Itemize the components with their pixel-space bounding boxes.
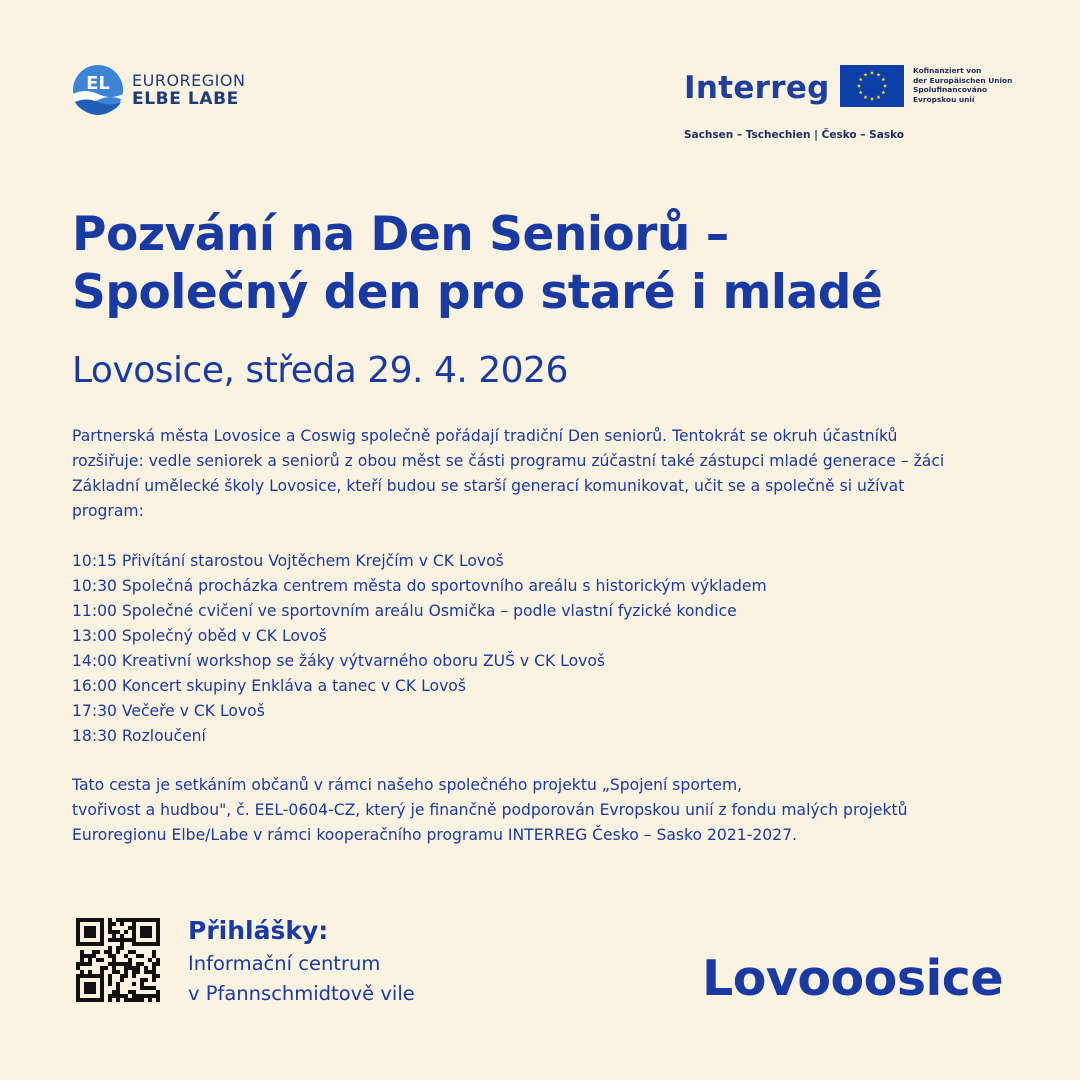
euroregion-logo [72,64,272,118]
qr-cell [140,978,144,982]
qr-cell [148,930,152,934]
qr-cell [136,994,140,998]
qr-cell [128,950,132,954]
qr-cell [112,958,116,962]
qr-cell [100,966,104,970]
qr-cell [136,942,140,946]
qr-cell [156,974,160,978]
qr-cell [152,986,156,990]
qr-cell [84,926,88,930]
qr-cell [76,990,80,994]
qr-cell [112,930,116,934]
qr-cell [76,942,80,946]
program-item: 10:30 Společná procházka centrem města do sportovního areálu s historickým výkladem [72,577,767,595]
eu-text-line: Kofinanziert von [913,66,982,75]
qr-cell [156,998,160,1002]
qr-cell [132,930,136,934]
qr-cell [100,926,104,930]
qr-cell [132,970,136,974]
qr-cell [92,942,96,946]
qr-cell [140,962,144,966]
qr-cell [132,918,136,922]
qr-cell [112,970,116,974]
qr-cell [92,926,96,930]
eu-flag-icon [840,65,904,107]
program-item: 13:00 Společný oběd v CK Lovoš [72,627,327,645]
registration-place-line1: Informační centrum [188,952,381,975]
qr-cell [152,970,156,974]
qr-cell [144,942,148,946]
qr-cell [128,998,132,1002]
qr-cell [156,942,160,946]
qr-cell [84,934,88,938]
qr-cell [124,962,128,966]
qr-cell [124,954,128,958]
qr-cell [120,938,124,942]
qr-cell [128,938,132,942]
qr-cell [144,926,148,930]
closing-line: Tato cesta je setkáním občanů v rámci našeho společného projektu „Spojení sportem, [72,776,743,794]
qr-cell [112,962,116,966]
qr-cell [112,922,116,926]
program-item: 14:00 Kreativní workshop se žáky výtvarného oboru ZUŠ v CK Lovoš [72,652,606,670]
qr-cell [76,966,80,970]
qr-cell [128,918,132,922]
qr-cell [152,994,156,998]
qr-cell [148,958,152,962]
qr-cell [76,998,80,1002]
qr-cell [156,938,160,942]
qr-cell [88,982,92,986]
qr-cell [92,982,96,986]
qr-cell [80,954,84,958]
qr-cell [76,938,80,942]
registration-place-line2: v Pfannschmidtově vile [188,982,415,1005]
qr-cell [108,998,112,1002]
qr-cell [120,934,124,938]
qr-cell [148,970,152,974]
euroregion-line2: ELBE LABE [132,89,239,109]
qr-cell [132,938,136,942]
qr-cell [88,934,92,938]
qr-cell [148,998,152,1002]
qr-cell [88,998,92,1002]
qr-cell [84,998,88,1002]
qr-cell [80,958,84,962]
qr-cell [88,990,92,994]
qr-cell [112,966,116,970]
qr-cell [144,934,148,938]
intro-paragraph: Partnerská města Lovosice a Coswig společně pořádají tradiční Den seniorů. Tentokrát se okruh účastníků rozšiřuje: vedle seniorek a seniorů z obou měst se části programu zúčastní také zástupci mladé generace – žáci Základní umělecké školy Lovosice, kteří budou se starší generací komunikovat, učit se a společně si užívat program: [72,427,945,520]
title-line1: Pozvání na Den Seniorů – [72,207,729,262]
eu-text-line: der Europäischen Union [913,75,1013,85]
qr-cell [108,978,112,982]
qr-cell [76,982,80,986]
qr-cell [84,990,88,994]
qr-cell [132,974,136,978]
qr-cell [100,934,104,938]
svg-text:EL: EL [86,73,110,94]
qr-cell [92,950,96,954]
qr-cell [120,922,124,926]
qr-cell [116,950,120,954]
qr-cell [124,930,128,934]
qr-cell [108,922,112,926]
qr-cell [88,962,92,966]
qr-cell [132,994,136,998]
qr-cell [140,942,144,946]
qr-cell [128,990,132,994]
qr-code-icon[interactable] [76,918,160,1002]
qr-cell [152,942,156,946]
qr-cell [140,926,144,930]
qr-cell [128,966,132,970]
qr-cell [136,998,140,1002]
qr-cell [80,918,84,922]
euroregion-line1: EUROREGION [132,71,246,90]
qr-cell [152,954,156,958]
qr-cell [120,946,124,950]
qr-cell [116,986,120,990]
qr-cell [144,986,148,990]
qr-cell [116,918,120,922]
qr-cell [88,986,92,990]
qr-cell [100,970,104,974]
qr-cell [156,934,160,938]
program-list [72,549,972,749]
qr-cell [140,994,144,998]
program-item: 17:30 Večeře v CK Lovoš [72,702,265,720]
qr-cell [140,982,144,986]
qr-cell [156,990,160,994]
qr-cell [144,930,148,934]
qr-cell [100,918,104,922]
qr-cell [116,946,120,950]
qr-cell [156,958,160,962]
qr-cell [96,950,100,954]
qr-cell [96,998,100,1002]
qr-cell [80,942,84,946]
program-item: 11:00 Společné cvičení ve sportovním areálu Osmička – podle vlastní fyzické kondice [72,602,737,620]
qr-cell [120,942,124,946]
qr-cell [116,990,120,994]
eu-text-line: Evropskou unií [913,94,975,104]
qr-cell [132,990,136,994]
qr-cell [152,978,156,982]
qr-cell [104,966,108,970]
qr-cell [124,974,128,978]
qr-cell [88,942,92,946]
qr-cell [144,966,148,970]
lovosice-logo: Lovooosice [702,950,1004,1007]
qr-cell [76,922,80,926]
qr-cell [100,998,104,1002]
qr-cell [100,978,104,982]
qr-cell [144,970,148,974]
euroregion-mark-icon [72,64,124,116]
qr-cell [156,922,160,926]
qr-cell [80,974,84,978]
qr-cell [96,942,100,946]
qr-cell [108,982,112,986]
qr-cell [124,998,128,1002]
qr-cell [88,974,92,978]
qr-cell [152,918,156,922]
qr-cell [112,938,116,942]
closing-line: Euroregionu Elbe/Labe v rámci kooperačního programu INTERREG Česko – Sasko 2021-2027. [72,826,797,844]
qr-cell [88,958,92,962]
qr-cell [80,998,84,1002]
qr-cell [112,990,116,994]
qr-cell [92,998,96,1002]
qr-cell [112,934,116,938]
qr-cell [140,934,144,938]
qr-cell [140,954,144,958]
qr-cell [88,970,92,974]
eu-text-line: Spolufinancováno [913,85,988,95]
qr-cell [108,962,112,966]
qr-cell [156,930,160,934]
qr-cell [152,974,156,978]
qr-cell [132,950,136,954]
qr-cell [112,954,116,958]
qr-cell [116,930,120,934]
interreg-subtitle: Sachsen – Tschechien | Česko – Sasko [684,129,904,141]
qr-cell [128,958,132,962]
qr-cell [140,918,144,922]
qr-cell [100,986,104,990]
qr-cell [92,918,96,922]
qr-cell [120,994,124,998]
qr-cell [96,958,100,962]
qr-cell [76,986,80,990]
qr-cell [144,994,148,998]
qr-cell [156,918,160,922]
qr-cell [144,978,148,982]
qr-cell [136,918,140,922]
qr-cell [116,962,120,966]
qr-cell [120,918,124,922]
qr-cell [108,938,112,942]
qr-cell [96,974,100,978]
qr-cell [148,926,152,930]
qr-cell [116,938,120,942]
qr-cell [144,918,148,922]
qr-cell [132,922,136,926]
qr-cell [132,982,136,986]
qr-cell [124,966,128,970]
qr-cell [92,954,96,958]
qr-cell [124,918,128,922]
qr-cell [152,962,156,966]
qr-cell [116,982,120,986]
qr-cell [92,974,96,978]
registration-title: Přihlášky: [188,916,329,945]
qr-cell [100,974,104,978]
qr-cell [132,926,136,930]
qr-cell [136,954,140,958]
qr-cell [80,950,84,954]
qr-cell [100,994,104,998]
closing-line: tvořivost a hudbou", č. EEL-0604-CZ, který je finančně podporován Evropskou unií z fondu malých projektů [72,801,908,819]
program-item: 16:00 Koncert skupiny Enkláva a tanec v CK Lovoš [72,677,466,695]
qr-cell [108,918,112,922]
interreg-wordmark: Interreg [684,70,830,106]
qr-cell [108,930,112,934]
qr-cell [148,986,152,990]
qr-cell [136,970,140,974]
qr-cell [148,994,152,998]
qr-cell [148,918,152,922]
qr-cell [84,930,88,934]
qr-cell [128,962,132,966]
qr-cell [136,966,140,970]
qr-cell [88,954,92,958]
qr-cell [108,994,112,998]
qr-cell [100,922,104,926]
qr-cell [88,918,92,922]
qr-cell [148,934,152,938]
qr-cell [108,926,112,930]
qr-cell [108,974,112,978]
qr-cell [100,930,104,934]
qr-cell [76,930,80,934]
qr-cell [76,994,80,998]
qr-cell [84,974,88,978]
qr-cell [100,990,104,994]
qr-cell [132,942,136,946]
event-date-place: Lovosice, středa 29. 4. 2026 [72,350,568,391]
qr-cell [108,946,112,950]
page-title [72,206,1032,322]
qr-cell [100,958,104,962]
qr-cell [132,966,136,970]
qr-cell [88,930,92,934]
qr-cell [84,962,88,966]
qr-cell [104,950,108,954]
qr-cell [76,978,80,982]
qr-cell [92,930,96,934]
qr-cell [100,982,104,986]
qr-cell [120,974,124,978]
qr-cell [76,962,80,966]
qr-cell [84,918,88,922]
qr-cell [120,978,124,982]
qr-cell [132,934,136,938]
qr-cell [120,962,124,966]
qr-cell [100,942,104,946]
title-line2: Společný den pro staré i mladé [72,265,883,320]
qr-cell [100,938,104,942]
qr-cell [148,942,152,946]
qr-cell [140,998,144,1002]
qr-cell [140,986,144,990]
eu-cofunding-text [913,66,1023,104]
qr-cell [84,954,88,958]
qr-cell [152,966,156,970]
qr-cell [128,926,132,930]
qr-cell [84,982,88,986]
qr-cell [156,962,160,966]
qr-cell [136,962,140,966]
qr-cell [92,986,96,990]
qr-cell [156,926,160,930]
qr-cell [80,970,84,974]
qr-cell [112,994,116,998]
qr-cell [76,918,80,922]
qr-cell [76,934,80,938]
qr-cell [92,990,96,994]
qr-cell [92,934,96,938]
closing-paragraph [72,773,972,848]
qr-cell [140,930,144,934]
qr-cell [116,998,120,1002]
qr-cell [124,994,128,998]
qr-cell [80,962,84,966]
qr-cell [124,938,128,942]
qr-cell [76,926,80,930]
qr-cell [116,970,120,974]
qr-cell [108,950,112,954]
qr-cell [84,986,88,990]
program-item: 10:15 Přivítání starostou Vojtěchem Krejčím v CK Lovoš [72,552,504,570]
qr-cell [132,998,136,1002]
qr-cell [116,994,120,998]
qr-cell [108,954,112,958]
program-item: 18:30 Rozloučení [72,727,206,745]
qr-cell [152,950,156,954]
qr-cell [88,926,92,930]
qr-cell [96,918,100,922]
qr-cell [84,942,88,946]
qr-cell [124,970,128,974]
qr-cell [76,974,80,978]
qr-cell [156,994,160,998]
